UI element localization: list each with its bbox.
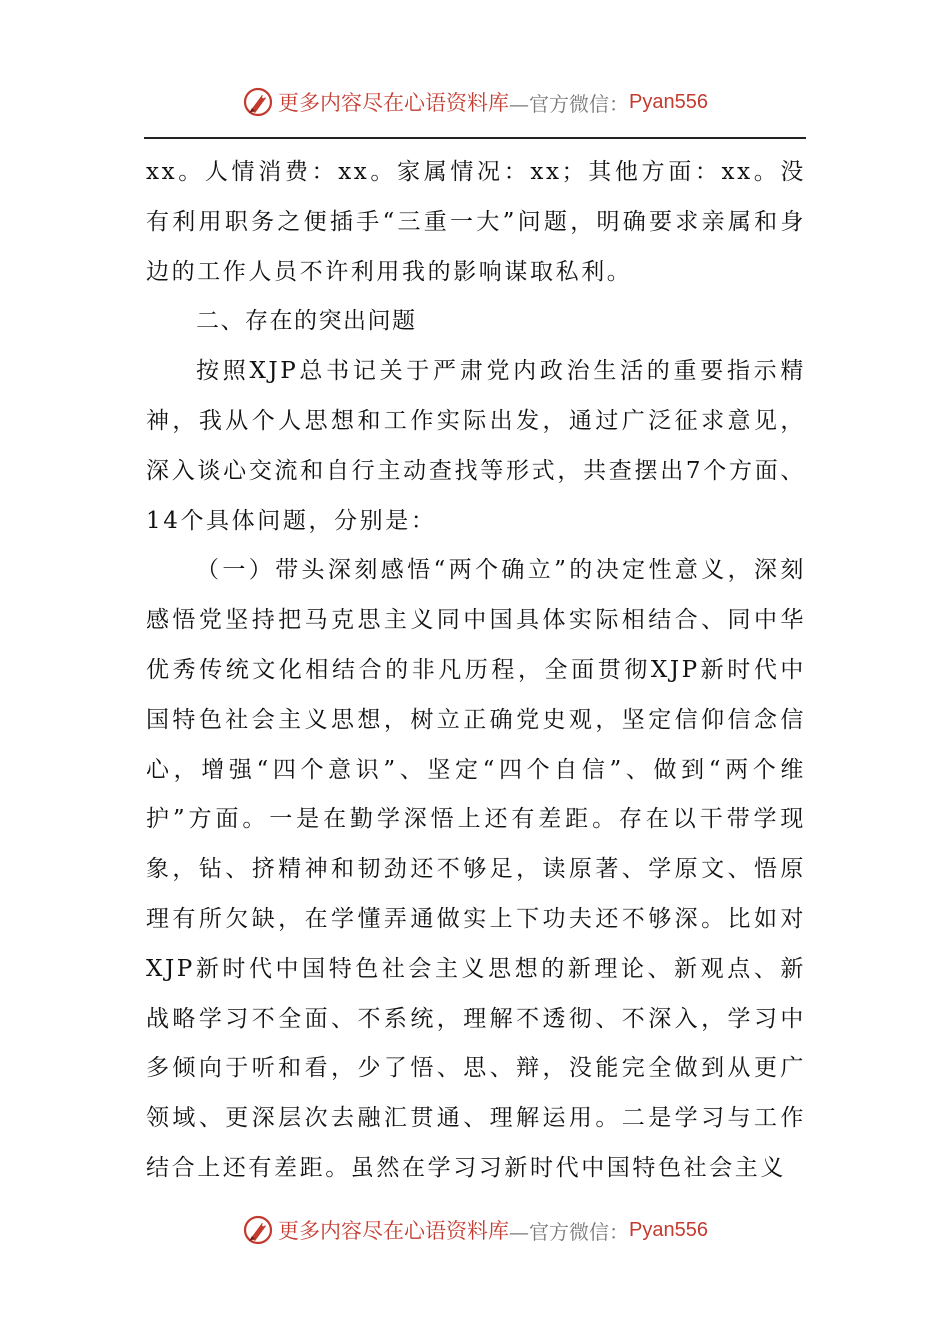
banner-official-label: —官方微信： (509, 1219, 630, 1244)
body-paragraph: 按照XJP总书记关于严肃党内政治生活的重要指示精神，我从个人思想和工作实际出发，通过广泛征求意见，深入谈心交流和自行主动查找等形式，共查摆出7个方面、14个具体问题，分别是： (146, 358, 806, 534)
body-paragraph: （一）带头深刻感悟“两个确立”的决定性意义，深刻感悟党坚持把马克思主义同中国具体实际相结合、同中华优秀传统文化相结合的非凡历程，全面贯彻XJP新时代中国特色社会主义思想，树立正确党史观，坚定信仰信念信心，增强“四个意识”、坚定“四个自信”、做到“两个维护”方面。一是在勤学深悟上还有差距。存在以干带学现象，钻、挤精神和韧劲还不够足，读原著、学原文、悟原理有所欠缺，在学懂弄通做实上下功夫还不够深。比如对XJP新时代中国特色社会主义思想的新理论、新观点、新战略学习不全面、不系统，理解不透彻、不深入，学习中多倾向于听和看，少了悟、思、辩，没能完全做到从更广领域、更深层次去融汇贯通、理解运用。二是学习与工作结合上还有差距。虽然在学习习新时代中国特色社会主义 (146, 557, 806, 1181)
banner-wechat-id: Pyan556 (629, 1218, 708, 1241)
footer-banner (0, 1210, 950, 1250)
header-divider (144, 137, 806, 139)
banner-official-label: —官方微信： (509, 91, 630, 116)
banner-main-text: 更多内容尽在心语资料库 (278, 1219, 510, 1243)
banner-main-text: 更多内容尽在心语资料库 (278, 91, 510, 115)
section-heading: 二、存在的突出问题 (196, 308, 417, 335)
pen-nib-logo-icon (242, 86, 274, 118)
document-body (146, 148, 806, 1194)
banner-wechat-id: Pyan556 (629, 90, 708, 113)
pen-nib-logo-icon (242, 1214, 274, 1246)
header-banner (0, 82, 950, 122)
body-paragraph: xx。人情消费：xx。家属情况：xx；其他方面：xx。没有利用职务之便插手“三重一大”问题，明确要求亲属和身边的工作人员不许利用我的影响谋取私利。 (146, 159, 806, 285)
